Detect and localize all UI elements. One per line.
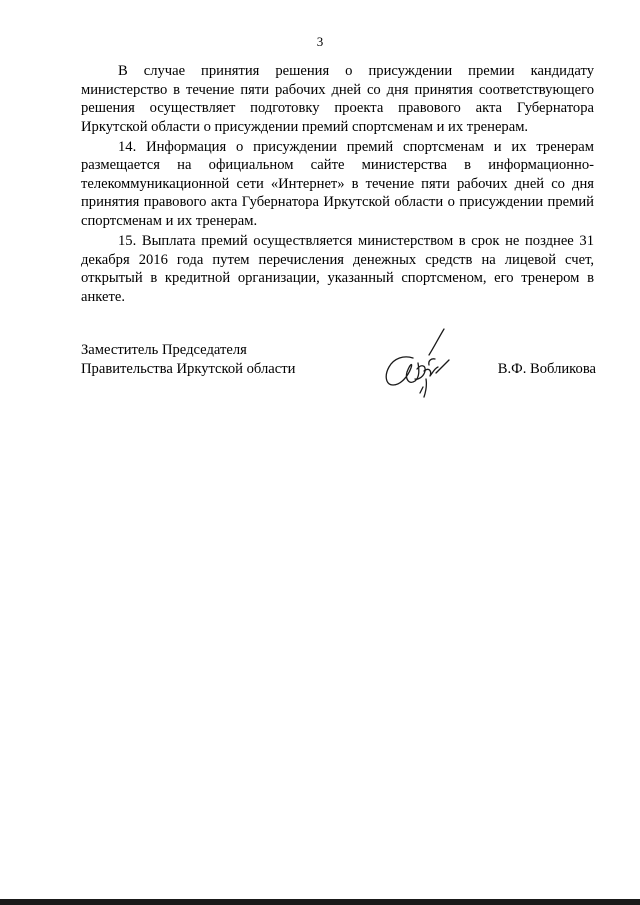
handwritten-signature (378, 325, 472, 401)
paragraph-14: 14. Информация о присуждении премий спортсменам и их тренерам размещается на официальном сайте министерства в информационно-телекоммуникационной сети «Интернет» в течение пяти рабочих дней со дня принятия правового акта Губернатора Иркутской области о присуждении премий спортсменам и их тренерам. (81, 138, 594, 230)
paragraph-decision: В случае принятия решения о присуждении премии кандидату министерство в течение пяти рабочих дней со дня принятия соответствующего решения осуществляет подготовку проекта правового акта Губернатора Иркутской области о присуждении премий спортсменам и их тренерам. (81, 63, 594, 135)
signature-block (81, 341, 596, 401)
signatory-title-line-1: Заместитель Председателя (81, 342, 247, 358)
signatory-name: В.Ф. Вобликова (497, 360, 596, 377)
signatory-title-line-2: Правительства Иркутской области (81, 360, 296, 377)
page-number: 3 (316, 34, 324, 49)
scan-bottom-edge (0, 899, 640, 905)
document-body (81, 62, 594, 308)
paragraph-15: 15. Выплата премий осуществляется министерством в срок не позднее 31 декабря 2016 года путем перечисления денежных средств на лицевой счет, открытый в кредитной организации, указанный спортсменом, его тренером в анкете. (81, 232, 594, 305)
